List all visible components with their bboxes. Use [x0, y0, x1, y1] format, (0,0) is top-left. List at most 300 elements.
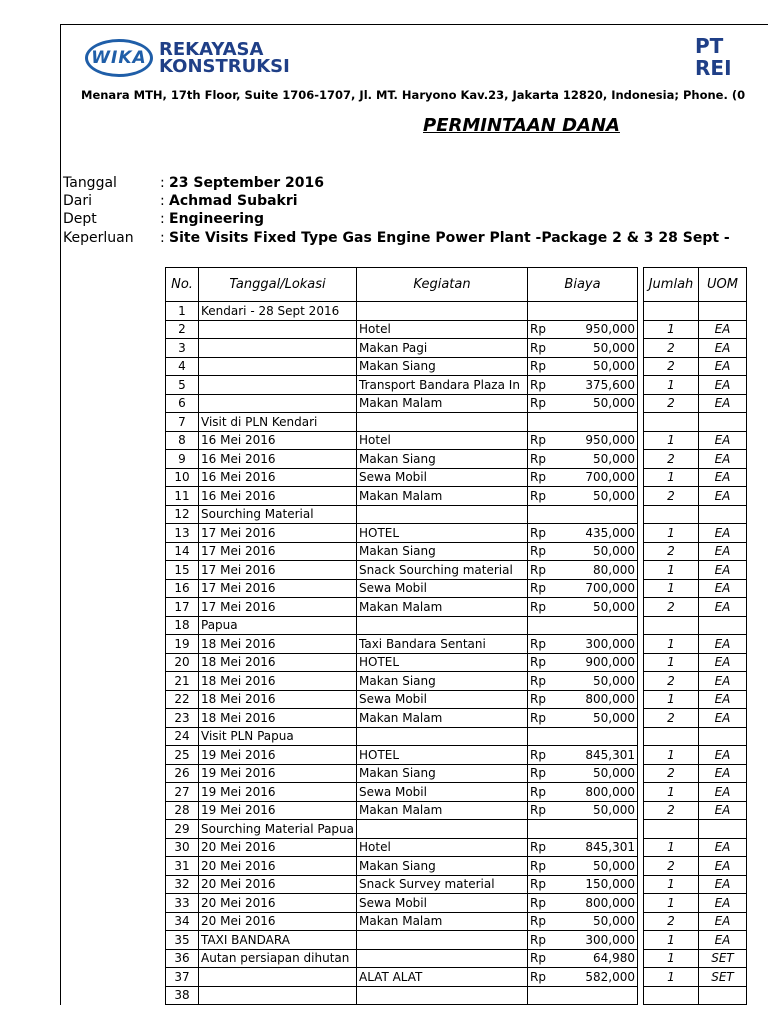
logo-line-1: REKAYASA: [159, 39, 264, 60]
cell-no: 37: [166, 968, 199, 987]
cell-uom: EA: [699, 450, 747, 469]
table-row: [166, 487, 747, 506]
table-header-row: [166, 268, 747, 302]
cell-kegiatan: [357, 931, 528, 950]
cell-currency: [528, 986, 554, 1005]
cell-kegiatan: HOTEL: [357, 653, 528, 672]
cell-currency: Rp: [528, 357, 554, 376]
table-row: [166, 727, 747, 746]
cell-tanggal: 20 Mei 2016: [199, 912, 357, 931]
table-row: [166, 949, 747, 968]
cell-kegiatan: Snack Survey material: [357, 875, 528, 894]
table-row: [166, 635, 747, 654]
cell-tanggal: Papua: [199, 616, 357, 635]
table-row: [166, 653, 747, 672]
cell-amount: 80,000: [554, 561, 638, 580]
cell-no: 7: [166, 413, 199, 432]
cell-jumlah: 2: [644, 801, 699, 820]
cell-tanggal: 20 Mei 2016: [199, 875, 357, 894]
cell-kegiatan: HOTEL: [357, 524, 528, 543]
cell-kegiatan: Sewa Mobil: [357, 690, 528, 709]
cell-amount: 50,000: [554, 487, 638, 506]
cell-tanggal: Visit di PLN Kendari: [199, 413, 357, 432]
table-row: [166, 801, 747, 820]
header-jumlah: Jumlah: [644, 268, 699, 302]
table-row: [166, 764, 747, 783]
cell-tanggal: 16 Mei 2016: [199, 468, 357, 487]
cell-uom: EA: [699, 579, 747, 598]
cell-jumlah: [644, 727, 699, 746]
cell-jumlah: 2: [644, 857, 699, 876]
table-row: [166, 561, 747, 580]
info-colon: :: [160, 175, 165, 191]
cell-amount: 50,000: [554, 450, 638, 469]
cell-jumlah: 2: [644, 357, 699, 376]
cell-no: 6: [166, 394, 199, 413]
cell-uom: EA: [699, 783, 747, 802]
cell-uom: EA: [699, 690, 747, 709]
cell-no: 15: [166, 561, 199, 580]
document-sheet: [60, 24, 768, 1005]
header-uom: UOM: [699, 268, 747, 302]
cell-kegiatan: Hotel: [357, 320, 528, 339]
cell-no: 12: [166, 505, 199, 524]
cell-amount: 50,000: [554, 357, 638, 376]
company-logo: [85, 39, 290, 77]
table-row: [166, 616, 747, 635]
cell-amount: 50,000: [554, 672, 638, 691]
cell-jumlah: 2: [644, 394, 699, 413]
cell-amount: 700,000: [554, 579, 638, 598]
cell-amount: 800,000: [554, 783, 638, 802]
cell-jumlah: 2: [644, 672, 699, 691]
cell-currency: Rp: [528, 801, 554, 820]
cell-jumlah: 2: [644, 487, 699, 506]
cell-no: 38: [166, 986, 199, 1005]
cell-jumlah: 2: [644, 339, 699, 358]
cell-no: 34: [166, 912, 199, 931]
table-row: [166, 302, 747, 321]
cell-no: 1: [166, 302, 199, 321]
cell-kegiatan: [357, 727, 528, 746]
cell-uom: [699, 820, 747, 839]
cell-jumlah: 1: [644, 320, 699, 339]
cell-currency: [528, 505, 554, 524]
cell-amount: 64,980: [554, 949, 638, 968]
cell-tanggal: 19 Mei 2016: [199, 746, 357, 765]
cell-kegiatan: Snack Sourching material: [357, 561, 528, 580]
cell-jumlah: 1: [644, 431, 699, 450]
cell-jumlah: 2: [644, 450, 699, 469]
cell-uom: EA: [699, 635, 747, 654]
cell-amount: [554, 413, 638, 432]
cell-amount: 800,000: [554, 894, 638, 913]
cell-amount: 150,000: [554, 875, 638, 894]
cell-uom: EA: [699, 468, 747, 487]
cell-currency: Rp: [528, 894, 554, 913]
cell-kegiatan: HOTEL: [357, 746, 528, 765]
company-name-line-1: PT: [695, 34, 724, 58]
cell-no: 11: [166, 487, 199, 506]
cell-uom: EA: [699, 857, 747, 876]
cell-tanggal: Sourching Material: [199, 505, 357, 524]
cell-kegiatan: Makan Malam: [357, 598, 528, 617]
cell-kegiatan: Makan Malam: [357, 487, 528, 506]
cell-currency: Rp: [528, 690, 554, 709]
cell-amount: 950,000: [554, 320, 638, 339]
table-row: [166, 931, 747, 950]
cell-tanggal: [199, 968, 357, 987]
cell-currency: Rp: [528, 912, 554, 931]
cell-amount: 50,000: [554, 709, 638, 728]
cell-jumlah: 1: [644, 524, 699, 543]
cell-tanggal: 17 Mei 2016: [199, 598, 357, 617]
cell-tanggal: 16 Mei 2016: [199, 450, 357, 469]
table-row: [166, 598, 747, 617]
cell-jumlah: 1: [644, 579, 699, 598]
cell-kegiatan: Makan Malam: [357, 912, 528, 931]
info-value: Achmad Subakri: [169, 193, 298, 209]
cell-amount: 50,000: [554, 764, 638, 783]
cell-no: 31: [166, 857, 199, 876]
table-row: [166, 672, 747, 691]
cell-currency: Rp: [528, 635, 554, 654]
cell-uom: EA: [699, 431, 747, 450]
cell-kegiatan: ALAT ALAT: [357, 968, 528, 987]
cell-kegiatan: Makan Siang: [357, 672, 528, 691]
cell-amount: [554, 820, 638, 839]
cell-tanggal: Autan persiapan dihutan: [199, 949, 357, 968]
cell-tanggal: 18 Mei 2016: [199, 653, 357, 672]
cell-currency: [528, 616, 554, 635]
cell-currency: Rp: [528, 450, 554, 469]
info-label: Keperluan: [63, 230, 134, 246]
cell-kegiatan: [357, 505, 528, 524]
cell-jumlah: 1: [644, 875, 699, 894]
cell-currency: [528, 727, 554, 746]
cell-tanggal: Sourching Material Papua: [199, 820, 357, 839]
cell-tanggal: 17 Mei 2016: [199, 561, 357, 580]
cell-amount: [554, 302, 638, 321]
cell-no: 33: [166, 894, 199, 913]
cell-amount: 50,000: [554, 339, 638, 358]
cell-uom: [699, 986, 747, 1005]
cell-jumlah: [644, 986, 699, 1005]
table-row: [166, 838, 747, 857]
cell-kegiatan: [357, 302, 528, 321]
cell-jumlah: 1: [644, 968, 699, 987]
cell-no: 3: [166, 339, 199, 358]
cell-currency: Rp: [528, 672, 554, 691]
cell-kegiatan: Hotel: [357, 431, 528, 450]
cell-uom: EA: [699, 875, 747, 894]
cell-no: 8: [166, 431, 199, 450]
cell-no: 24: [166, 727, 199, 746]
cell-currency: Rp: [528, 468, 554, 487]
cell-kegiatan: Sewa Mobil: [357, 579, 528, 598]
cell-kegiatan: Makan Siang: [357, 357, 528, 376]
table-row: [166, 912, 747, 931]
cell-kegiatan: Taxi Bandara Sentani: [357, 635, 528, 654]
company-name-cut: [695, 35, 732, 79]
table-row: [166, 968, 747, 987]
header-kegiatan: Kegiatan: [357, 268, 528, 302]
cell-uom: EA: [699, 746, 747, 765]
cell-currency: Rp: [528, 949, 554, 968]
cell-tanggal: [199, 376, 357, 395]
cell-kegiatan: [357, 986, 528, 1005]
cell-jumlah: 2: [644, 912, 699, 931]
cell-tanggal: Visit PLN Papua: [199, 727, 357, 746]
cell-tanggal: Kendari - 28 Sept 2016: [199, 302, 357, 321]
cell-currency: Rp: [528, 746, 554, 765]
cell-kegiatan: Transport Bandara Plaza In: [357, 376, 528, 395]
cell-no: 16: [166, 579, 199, 598]
company-address: Menara MTH, 17th Floor, Suite 1706-1707, Jl. MT. Haryono Kav.23, Jakarta 12820, Indonesia; Phone. (0: [81, 88, 746, 102]
cell-jumlah: 2: [644, 709, 699, 728]
table-row: [166, 376, 747, 395]
cell-currency: Rp: [528, 542, 554, 561]
cell-amount: [554, 986, 638, 1005]
cell-jumlah: 1: [644, 783, 699, 802]
cell-jumlah: 1: [644, 561, 699, 580]
cell-tanggal: [199, 986, 357, 1005]
info-value: Site Visits Fixed Type Gas Engine Power Plant -Package 2 & 3 28 Sept -: [169, 230, 730, 246]
cell-jumlah: 1: [644, 653, 699, 672]
table-row: [166, 875, 747, 894]
cell-no: 10: [166, 468, 199, 487]
cell-uom: EA: [699, 487, 747, 506]
cell-uom: EA: [699, 653, 747, 672]
cell-no: 22: [166, 690, 199, 709]
cell-currency: Rp: [528, 487, 554, 506]
cell-uom: EA: [699, 709, 747, 728]
header-no: No.: [166, 268, 199, 302]
cell-amount: 800,000: [554, 690, 638, 709]
cell-amount: 50,000: [554, 857, 638, 876]
cell-amount: 845,301: [554, 838, 638, 857]
cell-no: 36: [166, 949, 199, 968]
cell-uom: [699, 505, 747, 524]
cell-no: 17: [166, 598, 199, 617]
cell-amount: 950,000: [554, 431, 638, 450]
cell-tanggal: [199, 320, 357, 339]
table-row: [166, 579, 747, 598]
cell-tanggal: 20 Mei 2016: [199, 857, 357, 876]
info-value: 23 September 2016: [169, 175, 324, 191]
cell-tanggal: 18 Mei 2016: [199, 690, 357, 709]
cell-currency: [528, 820, 554, 839]
cell-jumlah: 1: [644, 635, 699, 654]
cell-uom: EA: [699, 931, 747, 950]
cell-jumlah: 1: [644, 894, 699, 913]
cell-currency: Rp: [528, 875, 554, 894]
cell-no: 27: [166, 783, 199, 802]
table-row: [166, 357, 747, 376]
cell-no: 13: [166, 524, 199, 543]
cell-no: 21: [166, 672, 199, 691]
cell-currency: Rp: [528, 764, 554, 783]
header-biaya: Biaya: [528, 268, 638, 302]
table-row: [166, 820, 747, 839]
cell-tanggal: TAXI BANDARA: [199, 931, 357, 950]
cell-amount: 50,000: [554, 912, 638, 931]
cell-no: 18: [166, 616, 199, 635]
cell-currency: Rp: [528, 561, 554, 580]
cell-no: 30: [166, 838, 199, 857]
cell-tanggal: 19 Mei 2016: [199, 783, 357, 802]
cell-kegiatan: Makan Malam: [357, 801, 528, 820]
cell-jumlah: 2: [644, 598, 699, 617]
cell-uom: EA: [699, 801, 747, 820]
cell-kegiatan: [357, 949, 528, 968]
cell-no: 14: [166, 542, 199, 561]
cell-currency: Rp: [528, 339, 554, 358]
info-colon: :: [160, 211, 165, 227]
document-title: PERMINTAAN DANA: [423, 115, 620, 136]
cell-uom: EA: [699, 357, 747, 376]
cell-uom: [699, 727, 747, 746]
cell-currency: Rp: [528, 579, 554, 598]
logo-wordmark: [159, 41, 290, 75]
cell-jumlah: [644, 413, 699, 432]
table-row: [166, 542, 747, 561]
cell-tanggal: 20 Mei 2016: [199, 894, 357, 913]
cell-currency: Rp: [528, 653, 554, 672]
cell-uom: EA: [699, 394, 747, 413]
logo-line-2: KONSTRUKSI: [159, 56, 290, 77]
header-tanggal: Tanggal/Lokasi: [199, 268, 357, 302]
cell-uom: EA: [699, 912, 747, 931]
cell-currency: Rp: [528, 931, 554, 950]
cell-tanggal: 17 Mei 2016: [199, 579, 357, 598]
table-row: [166, 524, 747, 543]
cell-amount: [554, 727, 638, 746]
cell-jumlah: [644, 505, 699, 524]
cell-currency: Rp: [528, 431, 554, 450]
info-value: Engineering: [169, 211, 264, 227]
cell-tanggal: 18 Mei 2016: [199, 709, 357, 728]
cell-kegiatan: Makan Malam: [357, 709, 528, 728]
table-row: [166, 894, 747, 913]
table-row: [166, 450, 747, 469]
table-row: [166, 746, 747, 765]
cell-jumlah: [644, 616, 699, 635]
info-label: Dari: [63, 193, 93, 209]
table-row: [166, 394, 747, 413]
cell-no: 9: [166, 450, 199, 469]
cell-amount: 435,000: [554, 524, 638, 543]
info-colon: :: [160, 193, 165, 209]
cell-uom: [699, 413, 747, 432]
table-row: [166, 413, 747, 432]
cell-no: 2: [166, 320, 199, 339]
cell-jumlah: 1: [644, 468, 699, 487]
cell-amount: 50,000: [554, 542, 638, 561]
cell-kegiatan: Hotel: [357, 838, 528, 857]
table-row: [166, 709, 747, 728]
cell-no: 32: [166, 875, 199, 894]
cell-no: 19: [166, 635, 199, 654]
cell-jumlah: 1: [644, 949, 699, 968]
cell-uom: EA: [699, 542, 747, 561]
cell-jumlah: 1: [644, 746, 699, 765]
table-row: [166, 783, 747, 802]
table-row: [166, 431, 747, 450]
cell-tanggal: 18 Mei 2016: [199, 635, 357, 654]
cell-amount: 50,000: [554, 801, 638, 820]
cell-tanggal: 16 Mei 2016: [199, 487, 357, 506]
cell-tanggal: [199, 357, 357, 376]
cell-kegiatan: Makan Malam: [357, 394, 528, 413]
cell-amount: [554, 616, 638, 635]
cell-uom: EA: [699, 838, 747, 857]
cell-uom: EA: [699, 764, 747, 783]
cell-kegiatan: Makan Siang: [357, 764, 528, 783]
cell-jumlah: 1: [644, 376, 699, 395]
cell-uom: EA: [699, 524, 747, 543]
cell-amount: [554, 505, 638, 524]
cell-jumlah: [644, 820, 699, 839]
table-row: [166, 986, 747, 1005]
cell-kegiatan: Makan Siang: [357, 450, 528, 469]
cell-kegiatan: Makan Pagi: [357, 339, 528, 358]
cell-uom: EA: [699, 376, 747, 395]
cell-amount: 582,000: [554, 968, 638, 987]
cell-currency: Rp: [528, 524, 554, 543]
cell-jumlah: 1: [644, 931, 699, 950]
cell-tanggal: 18 Mei 2016: [199, 672, 357, 691]
cell-uom: EA: [699, 339, 747, 358]
cell-no: 26: [166, 764, 199, 783]
cell-no: 29: [166, 820, 199, 839]
cell-amount: 300,000: [554, 931, 638, 950]
cell-currency: Rp: [528, 709, 554, 728]
cell-currency: Rp: [528, 376, 554, 395]
cell-currency: [528, 302, 554, 321]
cell-uom: SET: [699, 949, 747, 968]
cell-currency: Rp: [528, 598, 554, 617]
cell-tanggal: 17 Mei 2016: [199, 542, 357, 561]
cell-uom: EA: [699, 598, 747, 617]
cell-kegiatan: Makan Siang: [357, 542, 528, 561]
table-row: [166, 690, 747, 709]
cell-kegiatan: Sewa Mobil: [357, 468, 528, 487]
cell-jumlah: 1: [644, 690, 699, 709]
cell-amount: 50,000: [554, 598, 638, 617]
cell-uom: EA: [699, 894, 747, 913]
info-label: Dept: [63, 211, 97, 227]
table-row: [166, 320, 747, 339]
cell-amount: 700,000: [554, 468, 638, 487]
cell-no: 4: [166, 357, 199, 376]
cell-no: 23: [166, 709, 199, 728]
cell-uom: [699, 302, 747, 321]
cell-kegiatan: [357, 820, 528, 839]
cell-no: 5: [166, 376, 199, 395]
cell-currency: Rp: [528, 857, 554, 876]
cell-currency: Rp: [528, 320, 554, 339]
cell-uom: EA: [699, 561, 747, 580]
cell-tanggal: 17 Mei 2016: [199, 524, 357, 543]
cell-currency: Rp: [528, 394, 554, 413]
cell-amount: 900,000: [554, 653, 638, 672]
cell-jumlah: 1: [644, 838, 699, 857]
cell-uom: EA: [699, 320, 747, 339]
cell-no: 25: [166, 746, 199, 765]
cell-amount: 50,000: [554, 394, 638, 413]
cell-tanggal: [199, 394, 357, 413]
